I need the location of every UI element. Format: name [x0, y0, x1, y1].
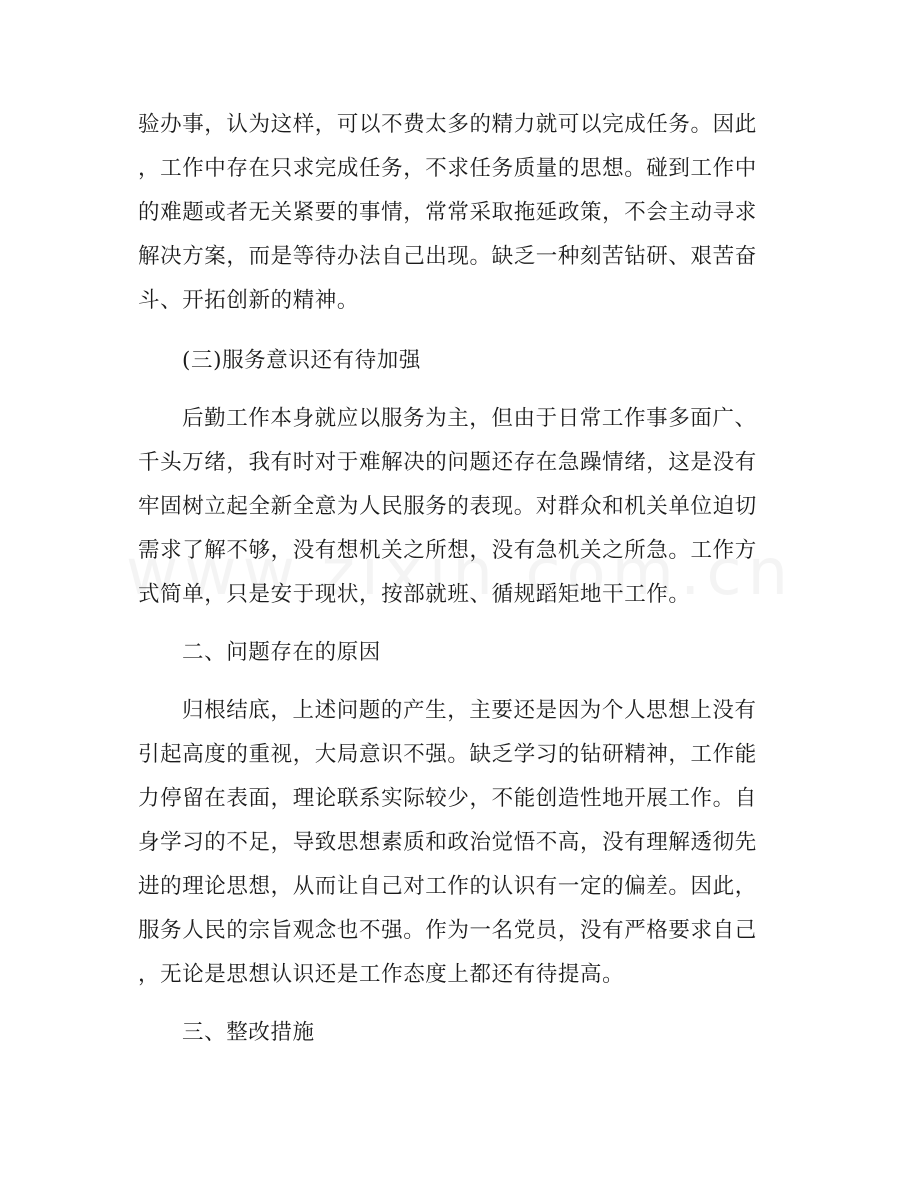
paragraph-line: 斗、开拓创新的精神。 — [138, 288, 360, 313]
paragraph-line: 引起高度的重视，大局意识不强。缺乏学习的钻研精神，工作能 — [138, 742, 757, 767]
paragraph-line: 身学习的不足，导致思想素质和政治觉悟不高，没有理解透彻先 — [138, 830, 757, 855]
paragraph-line: 式简单，只是安于现状，按部就班、循规蹈矩地干工作。 — [138, 582, 691, 607]
paragraph-line: 服务人民的宗旨观念也不强。作为一名党员，没有严格要求自己 — [138, 918, 757, 943]
section-heading: (三)服务意识还有待加强 — [182, 348, 421, 373]
paragraph-line: 牢固树立起全新全意为人民服务的表现。对群众和机关单位迫切 — [138, 494, 757, 519]
paragraph-line: ，工作中存在只求完成任务，不求任务质量的思想。碰到工作中 — [138, 156, 757, 181]
paragraph-line: ，无论是思想认识还是工作态度上都还有待提高。 — [138, 962, 625, 987]
paragraph-line: 的难题或者无关紧要的事情，常常采取拖延政策，不会主动寻求 — [138, 200, 757, 225]
paragraph-line: 力停留在表面，理论联系实际较少，不能创造性地开展工作。自 — [138, 786, 757, 811]
paragraph-line: 千头万绪，我有时对于难解决的问题还存在急躁情绪，这是没有 — [138, 450, 757, 475]
paragraph-line: 需求了解不够，没有想机关之所想，没有急机关之所急。工作方 — [138, 538, 757, 563]
paragraph-line: 验办事，认为这样，可以不费太多的精力就可以完成任务。因此 — [138, 112, 757, 137]
paragraph-line: 进的理论思想，从而让自己对工作的认识有一定的偏差。因此， — [138, 874, 757, 899]
paragraph-line: 解决方案，而是等待办法自己出现。缺乏一种刻苦钻研、艰苦奋 — [138, 244, 757, 269]
paragraph-line: 后勤工作本身就应以服务为主，但由于日常工作事多面广、 — [182, 406, 757, 431]
paragraph-line: 归根结底，上述问题的产生，主要还是因为个人思想上没有 — [182, 698, 757, 723]
section-heading: 二、问题存在的原因 — [182, 640, 381, 665]
section-heading: 三、整改措施 — [182, 1020, 315, 1045]
